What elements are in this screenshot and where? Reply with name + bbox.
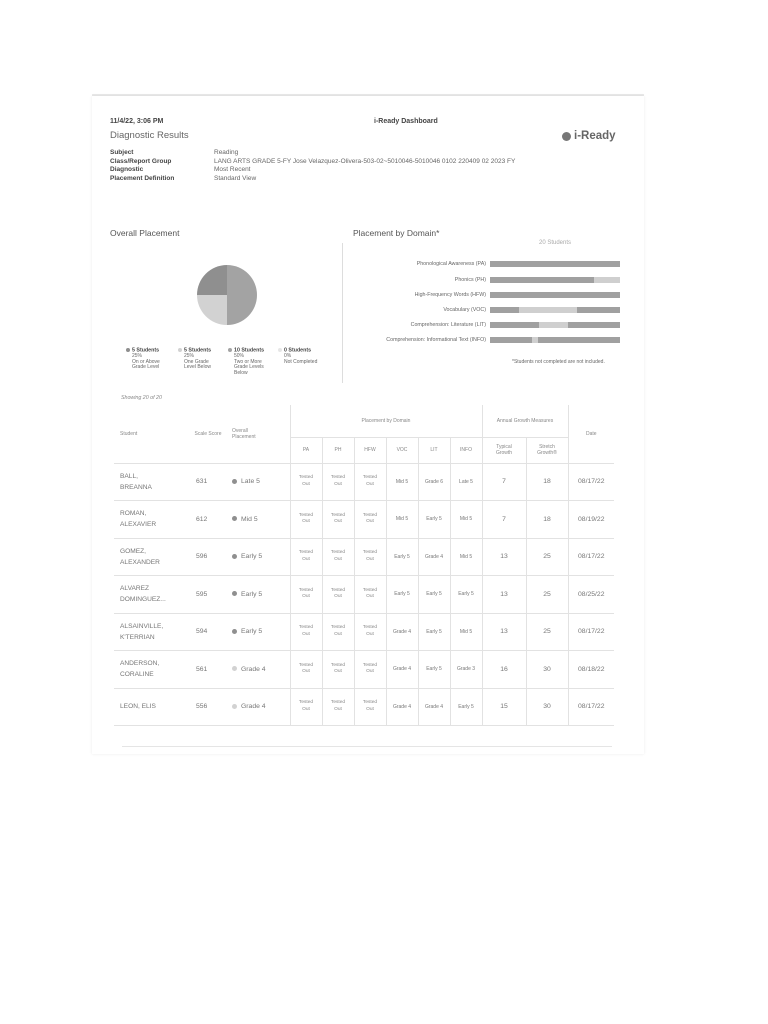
pa-cell: Tested Out — [290, 688, 322, 726]
placement-dot — [232, 516, 237, 521]
legend-item-two-below: 10 Students 50% Two or More Grade Levels Below — [228, 348, 264, 376]
stretch-growth: 25 — [526, 576, 568, 614]
pa-cell: Tested Out — [290, 501, 322, 539]
scale-score: 631 — [190, 463, 226, 501]
legend-item-not-completed: 0 Students 0% Not Completed — [278, 348, 317, 365]
lit-cell: Early 5 — [418, 576, 450, 614]
test-date: 08/17/22 — [568, 538, 614, 576]
voc-cell: Grade 4 — [386, 688, 418, 726]
placement-dot — [232, 704, 237, 709]
domain-footnote: *Students not completed are not included. — [512, 359, 605, 365]
col-header-date[interactable]: Date — [568, 405, 614, 463]
overall-placement: Mid 5 — [226, 501, 290, 539]
domain-bar-hfw — [490, 292, 620, 298]
ph-cell: Tested Out — [322, 651, 354, 689]
dashboard-title: i-Ready Dashboard — [374, 118, 438, 125]
scale-score: 596 — [190, 538, 226, 576]
typical-growth: 13 — [482, 538, 526, 576]
test-date: 08/17/22 — [568, 463, 614, 501]
legend-item-one-below: 5 Students 25% One Grade Level Below — [178, 348, 211, 371]
pa-cell: Tested Out — [290, 651, 322, 689]
voc-cell: Early 5 — [386, 538, 418, 576]
ph-cell: Tested Out — [322, 538, 354, 576]
domain-bar-segment — [594, 277, 620, 283]
lit-cell: Early 5 — [418, 651, 450, 689]
showing-count: Showing 20 of 20 — [121, 395, 162, 401]
domain-bar-ph — [490, 277, 620, 283]
info-cell: Grade 3 — [450, 651, 482, 689]
domain-bar-segment — [490, 337, 532, 343]
overall-placement-title: Overall Placement — [110, 228, 180, 238]
test-date: 08/17/22 — [568, 688, 614, 726]
student-name[interactable]: ALVAREZ DOMINGUEZ... — [114, 576, 190, 614]
hfw-cell: Tested Out — [354, 688, 386, 726]
overall-placement-pie — [196, 264, 258, 326]
pa-cell: Tested Out — [290, 576, 322, 614]
col-header-pa[interactable]: PA — [290, 437, 322, 463]
domain-label-pa: Phonological Awareness (PA) — [416, 261, 486, 267]
col-header-overall-placement[interactable]: Overall Placement — [226, 405, 290, 463]
col-header-stretch-growth[interactable]: Stretch Growth® — [526, 437, 568, 463]
info-cell: Early 5 — [450, 688, 482, 726]
voc-cell: Grade 4 — [386, 613, 418, 651]
pie-slice-two-below — [227, 265, 257, 325]
overall-placement: Early 5 — [226, 576, 290, 614]
ph-cell: Tested Out — [322, 501, 354, 539]
ph-cell: Tested Out — [322, 688, 354, 726]
hfw-cell: Tested Out — [354, 576, 386, 614]
col-header-annual-growth: Annual Growth Measures — [482, 405, 568, 437]
domain-bar-segment — [538, 337, 620, 343]
typical-growth: 13 — [482, 576, 526, 614]
table-row[interactable] — [114, 688, 614, 726]
typical-growth: 15 — [482, 688, 526, 726]
iready-logo — [562, 130, 616, 142]
report-page — [92, 96, 644, 754]
col-header-voc[interactable]: VOC — [386, 437, 418, 463]
hfw-cell: Tested Out — [354, 613, 386, 651]
iready-logo-icon — [562, 132, 571, 141]
section-divider — [342, 243, 343, 383]
info-cell: Mid 5 — [450, 613, 482, 651]
info-cell: Early 5 — [450, 576, 482, 614]
meta-row: Subject Reading — [110, 149, 239, 156]
test-date: 08/25/22 — [568, 576, 614, 614]
domain-label-hfw: High-Frequency Words (HFW) — [414, 292, 486, 298]
col-header-scale-score[interactable]: Scale Score — [190, 405, 226, 463]
domain-bar-pa — [490, 261, 620, 267]
meta-row: Placement Definition Standard View — [110, 174, 257, 182]
table-row[interactable] — [114, 463, 614, 501]
page-title: Diagnostic Results — [110, 130, 189, 141]
typical-growth: 16 — [482, 651, 526, 689]
scale-score: 595 — [190, 576, 226, 614]
overall-placement: Grade 4 — [226, 688, 290, 726]
meta-row: Diagnostic Most Recent — [110, 166, 251, 174]
hfw-cell: Tested Out — [354, 538, 386, 576]
ph-cell: Tested Out — [322, 576, 354, 614]
domain-bar-segment — [490, 307, 519, 313]
student-name[interactable]: LEON, ELIS — [114, 688, 190, 726]
lit-cell: Early 5 — [418, 613, 450, 651]
scale-score: 556 — [190, 688, 226, 726]
domain-bar-segment — [577, 307, 620, 313]
domain-bar-segment — [519, 307, 578, 313]
stretch-growth: 30 — [526, 688, 568, 726]
lit-cell: Grade 6 — [418, 463, 450, 501]
col-header-info[interactable]: INFO — [450, 437, 482, 463]
student-name[interactable]: GOMEZ, ALEXANDER — [114, 538, 190, 576]
domain-bar-segment — [568, 322, 620, 328]
voc-cell: Early 5 — [386, 576, 418, 614]
table-row[interactable] — [114, 576, 614, 614]
lit-cell: Early 5 — [418, 501, 450, 539]
legend-item-on-above: 5 Students 25% On or Above Grade Level — [126, 348, 160, 371]
col-header-typical-growth[interactable]: Typical Growth — [482, 437, 526, 463]
test-date: 08/18/22 — [568, 651, 614, 689]
lit-cell: Grade 4 — [418, 688, 450, 726]
pie-slice-one-below — [197, 295, 227, 325]
scale-score: 612 — [190, 501, 226, 539]
col-header-ph[interactable]: PH — [322, 437, 354, 463]
pa-cell: Tested Out — [290, 463, 322, 501]
test-date: 08/17/22 — [568, 613, 614, 651]
overall-placement: Grade 4 — [226, 651, 290, 689]
lit-cell: Grade 4 — [418, 538, 450, 576]
domain-bar-segment — [490, 322, 539, 328]
typical-growth: 7 — [482, 463, 526, 501]
col-header-student[interactable]: Student — [114, 405, 190, 463]
placement-dot — [232, 591, 237, 596]
table-row[interactable] — [114, 613, 614, 651]
voc-cell: Mid 5 — [386, 463, 418, 501]
typical-growth: 13 — [482, 613, 526, 651]
stretch-growth: 18 — [526, 501, 568, 539]
placement-dot — [232, 554, 237, 559]
logo-text: i-Ready — [574, 130, 616, 142]
domain-bar-lit — [490, 322, 620, 328]
scale-score: 594 — [190, 613, 226, 651]
legend-dot — [126, 348, 130, 352]
pa-cell: Tested Out — [290, 538, 322, 576]
students-count: 20 Students — [539, 240, 572, 246]
hfw-cell: Tested Out — [354, 463, 386, 501]
domain-bar-segment — [539, 322, 568, 328]
scale-score: 561 — [190, 651, 226, 689]
legend-dot — [228, 348, 232, 352]
domain-bar-info — [490, 337, 620, 343]
student-name[interactable]: ANDERSON, CORALINE — [114, 651, 190, 689]
voc-cell: Mid 5 — [386, 501, 418, 539]
domain-label-info: Comprehension: Informational Text (INFO) — [386, 337, 486, 343]
info-cell: Late 5 — [450, 463, 482, 501]
ph-cell: Tested Out — [322, 463, 354, 501]
domain-label-voc: Vocabulary (VOC) — [443, 307, 486, 313]
placement-dot — [232, 479, 237, 484]
info-cell: Mid 5 — [450, 538, 482, 576]
meta-row: Class/Report Group LANG ARTS GRADE 5-FY Jose Velazquez-Olivera-503-02~5010046-5010046 0102 220409 02 2023 FY — [110, 157, 516, 165]
stretch-growth: 30 — [526, 651, 568, 689]
overall-placement: Early 5 — [226, 538, 290, 576]
stretch-growth: 25 — [526, 538, 568, 576]
hfw-cell: Tested Out — [354, 501, 386, 539]
overall-placement: Early 5 — [226, 613, 290, 651]
student-name[interactable]: ROMAN, ALEXAVIER — [114, 501, 190, 539]
table-row[interactable] — [114, 538, 614, 576]
pie-slice-on-above — [197, 265, 227, 295]
table-row[interactable] — [114, 651, 614, 689]
table-row[interactable] — [114, 501, 614, 539]
overall-placement: Late 5 — [226, 463, 290, 501]
student-name[interactable]: ALSAINVILLE, K'TERRIAN — [114, 613, 190, 651]
legend-dot — [178, 348, 182, 352]
voc-cell: Grade 4 — [386, 651, 418, 689]
col-header-lit[interactable]: LIT — [418, 437, 450, 463]
domain-bar-voc — [490, 307, 620, 313]
test-date: 08/19/22 — [568, 501, 614, 539]
footer-divider — [122, 746, 612, 747]
hfw-cell: Tested Out — [354, 651, 386, 689]
pa-cell: Tested Out — [290, 613, 322, 651]
stretch-growth: 18 — [526, 463, 568, 501]
domain-bar-segment — [490, 261, 620, 267]
info-cell: Mid 5 — [450, 501, 482, 539]
col-header-hfw[interactable]: HFW — [354, 437, 386, 463]
domain-label-ph: Phonics (PH) — [454, 277, 486, 283]
domain-bar-segment — [490, 292, 620, 298]
domain-bar-segment — [490, 277, 594, 283]
ph-cell: Tested Out — [322, 613, 354, 651]
report-meta — [110, 149, 515, 183]
legend-dot — [278, 348, 282, 352]
placement-dot — [232, 629, 237, 634]
timestamp: 11/4/22, 3:06 PM — [110, 118, 164, 125]
stretch-growth: 25 — [526, 613, 568, 651]
typical-growth: 7 — [482, 501, 526, 539]
col-header-placement-by-domain: Placement by Domain — [290, 405, 482, 437]
placement-dot — [232, 666, 237, 671]
student-table — [114, 405, 614, 726]
placement-by-domain-title: Placement by Domain* — [353, 228, 440, 238]
student-name[interactable]: BALL, BREANNA — [114, 463, 190, 501]
domain-label-lit: Comprehension: Literature (LIT) — [410, 322, 486, 328]
